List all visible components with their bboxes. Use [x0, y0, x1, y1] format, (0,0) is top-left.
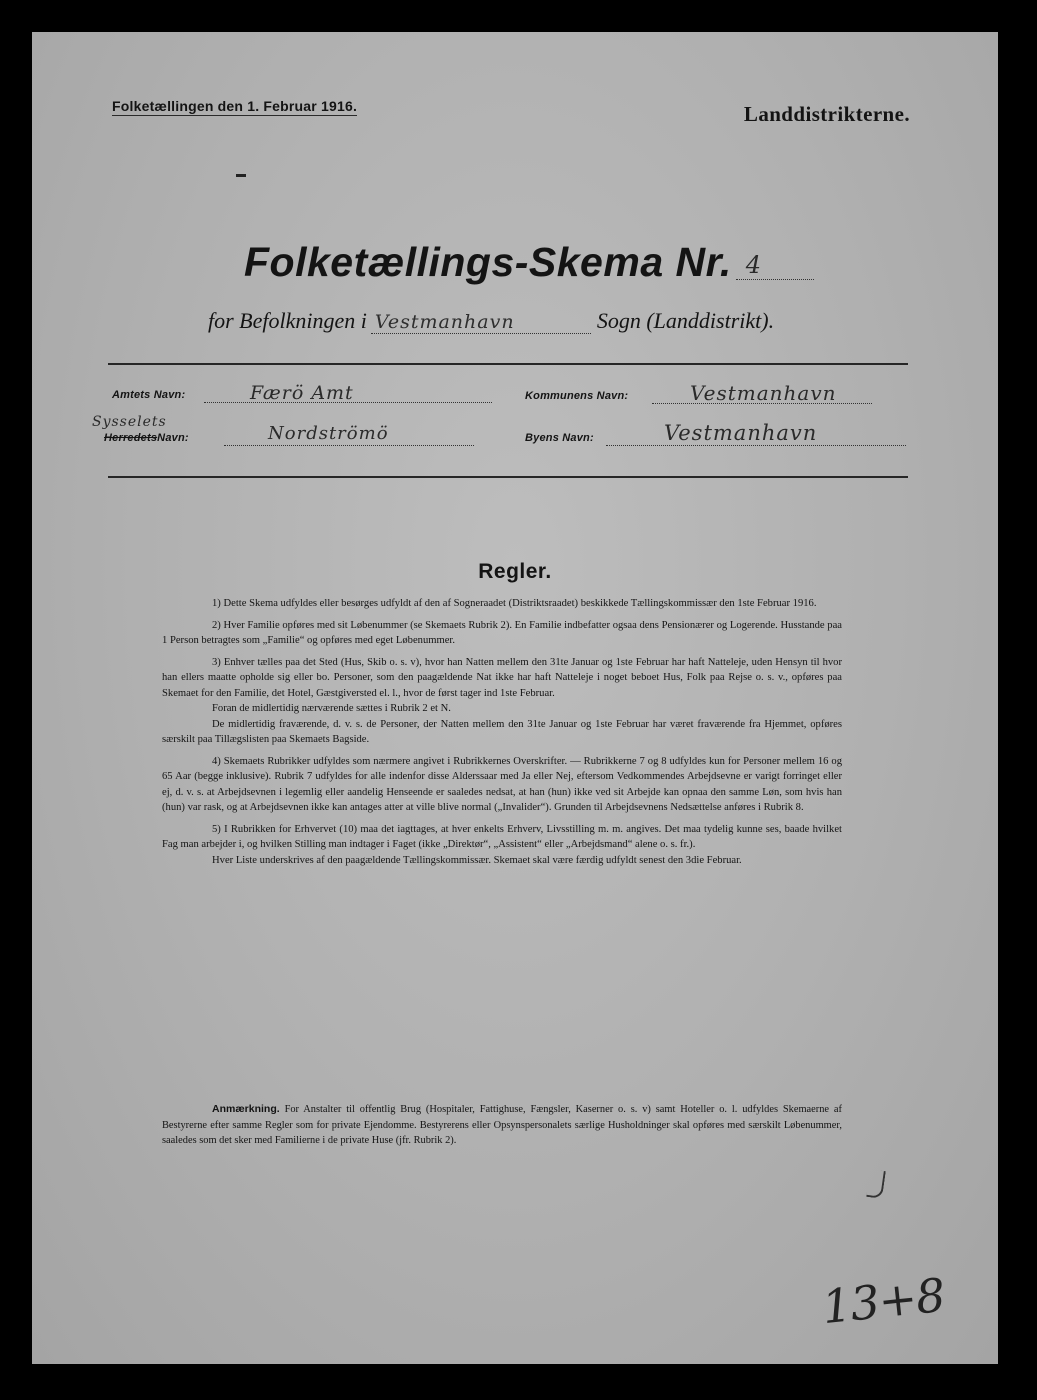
ink-dash-mark	[236, 174, 246, 177]
divider-top	[108, 363, 908, 365]
rules-heading: Regler.	[478, 560, 552, 583]
form-title-text: Folketællings-Skema Nr.	[244, 239, 732, 285]
amt-value-handwritten: Færö Amt	[250, 382, 354, 404]
form-subtitle	[208, 308, 774, 334]
byen-line	[606, 445, 906, 446]
rule-3-midlertidig-fravaerende: De midlertidig fraværende, d. v. s. de Personer, der Natten mellem den 31te Januar og 1ste Februar har været fraværende fra Hjemmet, opføres særskilt paa Tillægslisten paa Skemaets Bagside.	[162, 718, 842, 745]
remark-paragraph	[162, 1102, 842, 1149]
pencil-bracket-mark	[866, 1169, 886, 1199]
subtitle-suffix: Sogn (Landdistrikt).	[596, 308, 775, 333]
syssel-handwritten-correction: Sysselets	[92, 414, 167, 430]
rule-3: 3) Enhver tælles paa det Sted (Hus, Skib o. s. v), hvor han Natten mellem den 31te Januar og 1ste Februar har haft Natteleje, uden Hensyn til hvor han ellers maatte opholde sig eller bo. Personer, som den paagældende Nat ikke har haft Natteleje i noget beboet Hus, Folk paa Rejse o. s. v., opføres paa Skemaet for den Familie, det Hotel, Gæstgiversted el. l., hvor de først tager ind 1ste Februar.	[162, 656, 842, 699]
form-title	[244, 234, 814, 286]
herred-label	[104, 432, 189, 444]
herred-struck-word: Herredets	[104, 432, 158, 444]
archive-number-handwritten: 13+8	[819, 1267, 947, 1335]
amt-label: Amtets Navn:	[112, 389, 186, 401]
census-form-page	[32, 32, 998, 1364]
parish-name-handwritten: Vestmanhavn	[371, 311, 591, 334]
subtitle-prefix: for Befolkningen i	[208, 308, 367, 333]
rule-4: 4) Skemaets Rubrikker udfyldes som nærmere angivet i Rubrikkernes Overskrifter. — Rubrikkerne 7 og 8 udfyldes kun for Personer mellem 16 og 65 Aar (begge inklusive). Rubrik 7 udfyldes for alle indenfor disse Alderssaar med Ja eller Nej, eftersom Vedkommendes Arbejdsevne er varigt forringet eller ej, d. v. s. at Arbejdsevnen i legemlig eller aandelig Henseende er saaledes nedsat, at han (hun) ikke ved sit Arbejde kan opnaa den samme Løn, som hvis han (hun) var rask, og at Arbejdsevnen ikke kan antages atter at ville blive normal („Invalider“). Grunden til Arbejdsevnens Nedsættelse anføres i Rubrik 8.	[162, 755, 842, 813]
census-date-header: Folketællingen den 1. Februar 1916.	[112, 98, 358, 114]
kommune-value-handwritten: Vestmanhavn	[690, 381, 837, 405]
byen-value-handwritten: Vestmanhavn	[664, 421, 818, 445]
herred-label-rest: Navn:	[157, 432, 189, 444]
district-type-header: Landdistrikterne.	[743, 102, 910, 126]
rule-1: 1) Dette Skema udfyldes eller besørges udfyldt af den af Sogneraadet (Distriktsraadet) beskikkede Tællingskommissær den 1ste Februar 1916.	[212, 598, 817, 609]
rule-5-signature: Hver Liste underskrives af den paagældende Tællingskommissær. Skemaet skal være færdig udfyldt senest den 3die Februar.	[212, 854, 742, 866]
rule-2: 2) Hver Familie opføres med sit Løbenummer (se Skemaets Rubrik 2). En Familie indbefatter ogsaa dens Pensionærer og Logerende. Husstande paa 1 Person betragtes som „Familie“ og opføres med eget Løbenummer.	[162, 619, 842, 646]
herred-value-handwritten: Nordströmö	[268, 423, 389, 444]
herred-line	[224, 445, 474, 446]
rule-5: 5) I Rubrikken for Erhvervet (10) maa det iagttages, at hver enkelts Erhverv, Livsstilling m. m. angives. Det maa tydelig kunne ses, baade hvilket Fag man arbejder i, og hvilken Stilling man indtager i Faget (ikke „Direktør“, „Assistent“ eller „Arbejdsmand“ alene o. s. fr.).	[162, 823, 842, 850]
byen-label: Byens Navn:	[525, 432, 594, 444]
rules-body	[162, 596, 842, 874]
rule-3-midlertidig-naervaerende: Foran de midlertidig nærværende sættes i Rubrik 2 et N.	[212, 703, 451, 714]
divider-bottom	[108, 476, 908, 478]
remark-text: For Anstalter til offentlig Brug (Hospitaler, Fattighuse, Fængsler, Kaserner o. s. v) samt Hoteller o. l. udfyldes Skemaerne af Bestyrerne efter samme Regler som for private Ejendomme. Bestyrerens eller Opsynspersonalets særlige Husholdninger skal opføres med særskilt Løbenummer, saaledes som det sker med Familierne i de private Huse (jfr. Rubrik 2).	[162, 1104, 842, 1146]
kommune-label: Kommunens Navn:	[525, 390, 629, 402]
form-number-handwritten: 4	[736, 251, 814, 280]
remark-heading: Anmærkning.	[212, 1103, 280, 1115]
